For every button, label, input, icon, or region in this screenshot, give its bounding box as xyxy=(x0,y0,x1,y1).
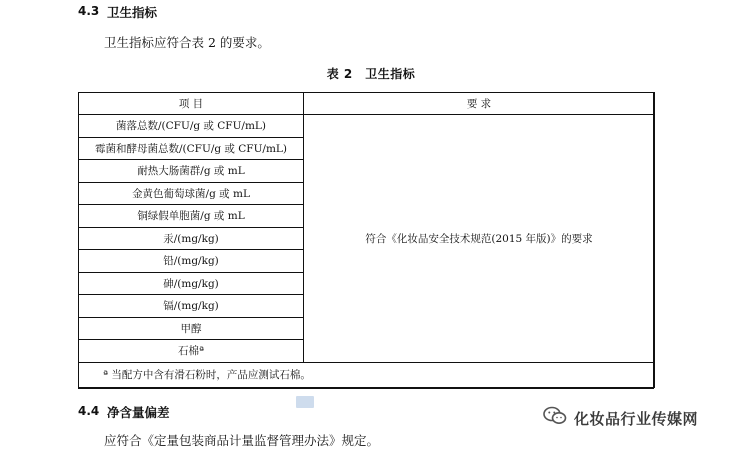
item-cell: 铜绿假单胞菌/g 或 mL xyxy=(79,205,304,228)
header-item: 项 目 xyxy=(79,93,304,115)
section-4-4-title: 净含量偏差 xyxy=(107,405,170,420)
item-cell: 砷/(mg/kg) xyxy=(79,272,304,295)
section-4-3-number: 4.3 xyxy=(78,4,100,18)
section-4-3-title: 卫生指标 xyxy=(107,5,158,20)
item-cell: 汞/(mg/kg) xyxy=(79,227,304,250)
watermark-text: 化妆品行业传媒网 xyxy=(574,410,699,428)
item-cell: 甲醇 xyxy=(79,317,304,340)
item-cell: 石棉ª xyxy=(79,340,304,363)
header-requirement: 要 求 xyxy=(304,93,655,115)
section-4-3-paragraph: 卫生指标应符合表 2 的要求。 xyxy=(104,35,270,50)
section-4-4-number: 4.4 xyxy=(78,404,100,418)
wechat-icon xyxy=(543,406,567,426)
table-caption: 表 2 卫生指标 xyxy=(326,67,416,81)
item-cell: 铅/(mg/kg) xyxy=(79,250,304,273)
watermark-artifact xyxy=(296,396,314,408)
item-cell: 镉/(mg/kg) xyxy=(79,295,304,318)
section-4-4-paragraph: 应符合《定量包装商品计量监督管理办法》规定。 xyxy=(104,433,380,448)
item-cell: 耐热大肠菌群/g 或 mL xyxy=(79,160,304,183)
table-footnote: ª 当配方中含有滑石粉时，产品应测试石棉。 xyxy=(79,362,655,387)
item-cell: 霉菌和酵母菌总数/(CFU/g 或 CFU/mL) xyxy=(79,137,304,160)
item-cell: 菌落总数/(CFU/g 或 CFU/mL) xyxy=(79,115,304,138)
requirement-cell: 符合《化妆品安全技术规范(2015 年版)》的要求 xyxy=(304,115,655,363)
table-outer-border xyxy=(78,92,654,389)
item-cell: 金黄色葡萄球菌/g 或 mL xyxy=(79,182,304,205)
